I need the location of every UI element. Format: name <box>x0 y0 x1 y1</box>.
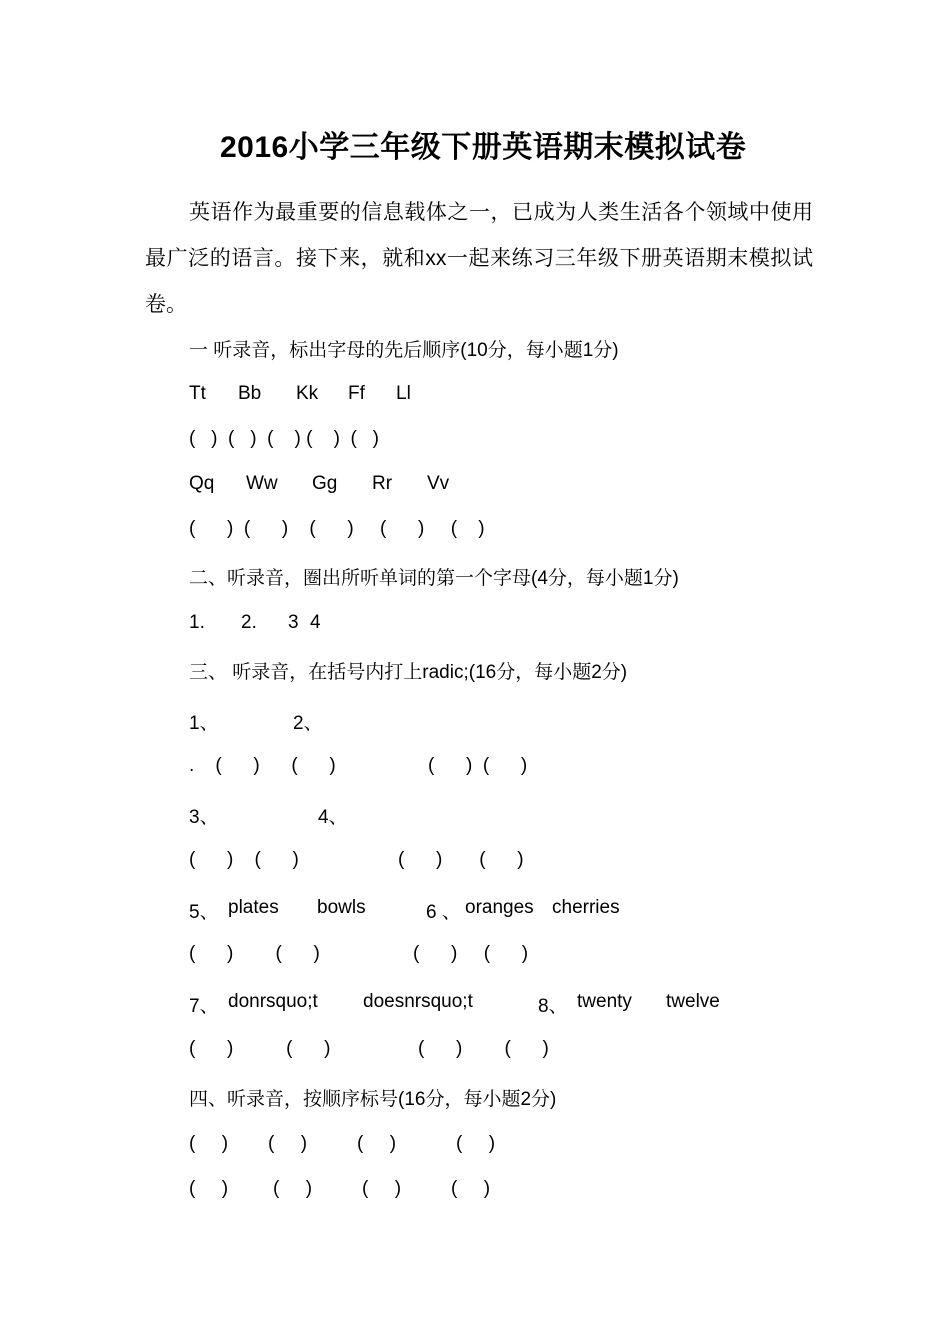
letter-pair: Gg <box>312 473 338 494</box>
answer-brackets: . ( ) ( ) <box>189 755 336 776</box>
answer-brackets: ( ) <box>451 1178 491 1199</box>
answer-brackets: ( ) ( ) <box>428 755 528 776</box>
word-option: twenty <box>577 991 632 1012</box>
letter-pair: Tt <box>189 383 206 404</box>
section4-heading: 四、听录音，按顺序标号(16分，每小题2分) <box>189 1089 557 1110</box>
document-title: 2016小学三年级下册英语期末模拟试卷 <box>220 131 747 164</box>
answer-brackets: ( ) <box>273 1178 313 1199</box>
question-number: 5、 <box>189 902 219 923</box>
question-number: 3 <box>288 612 299 633</box>
letter-pair: Ww <box>246 473 278 494</box>
answer-brackets: ( ) <box>456 1133 496 1154</box>
question-number: 2、 <box>293 713 323 734</box>
question-number: 1、 <box>189 713 219 734</box>
word-option: oranges <box>465 897 534 918</box>
answer-brackets: ( ) <box>189 1133 229 1154</box>
section3-heading: 三、 听录音，在括号内打上radic;(16分，每小题2分) <box>189 662 628 683</box>
answer-brackets: ( ) ( ) <box>418 1038 549 1059</box>
section1-heading: 一 听录音，标出字母的先后顺序(10分，每小题1分) <box>189 340 619 361</box>
letter-pair: Qq <box>189 473 215 494</box>
letter-pair: Kk <box>296 383 319 404</box>
answer-brackets: ( ) ( ) ( ) ( ) ( ) <box>189 428 379 449</box>
question-number: 6 、 <box>426 902 461 923</box>
letter-pair: Ff <box>348 383 365 404</box>
answer-brackets: ( ) ( ) <box>189 849 299 870</box>
letter-pair: Ll <box>396 383 411 404</box>
section2-heading: 二、听录音，圈出所听单词的第一个字母(4分，每小题1分) <box>189 568 679 589</box>
answer-brackets: ( ) ( ) <box>413 943 529 964</box>
answer-brackets: ( ) <box>362 1178 402 1199</box>
answer-brackets: ( ) <box>189 1178 229 1199</box>
question-number: 7、 <box>189 996 219 1017</box>
letter-pair: Bb <box>238 383 262 404</box>
intro-paragraph: 英语作为最重要的信息载体之一，已成为人类生活各个领域中使用最广泛的语言。接下来，就和xx一起来练习三年级下册英语期末模拟试卷。 <box>145 201 813 316</box>
letter-pair: Vv <box>427 473 450 494</box>
answer-brackets: ( ) ( ) <box>189 1038 331 1059</box>
word-option: cherries <box>552 897 620 918</box>
word-option: doesnrsquo;t <box>363 991 473 1012</box>
letter-pair: Rr <box>372 473 393 494</box>
answer-brackets: ( ) <box>357 1133 397 1154</box>
answer-brackets: ( ) ( ) ( ) ( ) ( ) <box>189 518 485 539</box>
question-number: 1. <box>189 612 205 633</box>
question-number: 4、 <box>318 807 348 828</box>
word-option: plates <box>228 897 279 918</box>
word-option: donrsquo;t <box>228 991 318 1012</box>
question-number: 4 <box>310 612 321 633</box>
question-number: 8、 <box>538 996 568 1017</box>
question-number: 3、 <box>189 807 219 828</box>
word-option: bowls <box>317 897 366 918</box>
question-number: 2. <box>241 612 257 633</box>
answer-brackets: ( ) ( ) <box>189 943 320 964</box>
word-option: twelve <box>666 991 720 1012</box>
answer-brackets: ( ) ( ) <box>398 849 524 870</box>
answer-brackets: ( ) <box>268 1133 308 1154</box>
